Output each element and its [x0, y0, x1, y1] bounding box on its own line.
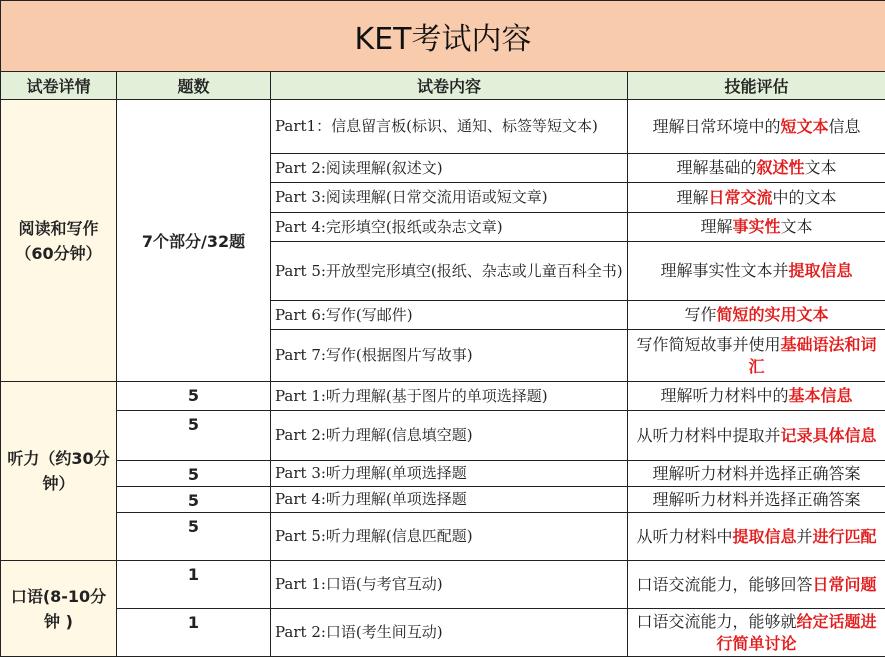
header-details: 试卷详情	[1, 72, 117, 100]
skill-text: 理解听力材料并选择正确答案	[652, 489, 861, 509]
skill-text: 理解事实性文本并	[660, 261, 789, 280]
skill-text: 理解听力材料并选择正确答案	[652, 463, 861, 483]
exam-part-content: Part 7:写作(根据图片写故事)	[271, 330, 628, 382]
skill-assessment	[628, 513, 885, 561]
exam-part-content: Part 6:写作(写邮件)	[271, 301, 628, 330]
highlighted-text: 叙述性	[756, 158, 805, 177]
skill-assessment	[628, 609, 885, 657]
question-count: 5	[117, 487, 271, 513]
skill-text: 文本	[804, 158, 837, 177]
question-count: 1	[117, 561, 271, 609]
skill-text: 信息	[828, 116, 861, 136]
skill-text: 写作	[684, 305, 717, 324]
highlighted-text: 简短的实用文本	[716, 305, 829, 324]
highlighted-text: 事实性	[732, 217, 781, 236]
highlighted-text: 短文本	[780, 116, 829, 136]
table-row	[1, 382, 885, 411]
header-content: 试卷内容	[271, 72, 628, 100]
skill-text: 中的文本	[772, 187, 837, 207]
highlighted-text: 基础语法和词汇	[748, 334, 877, 376]
exam-part-content: Part 2:口语(考生间互动)	[271, 609, 628, 657]
skill-assessment	[628, 461, 885, 487]
table-row	[1, 461, 885, 487]
highlighted-text: 提取信息	[732, 526, 797, 546]
exam-part-content: Part 2:阅读理解(叙述文)	[271, 154, 628, 183]
skill-assessment	[628, 213, 885, 242]
highlighted-text: 基本信息	[788, 386, 853, 405]
exam-part-content: Part 3:阅读理解(日常交流用语或短文章)	[271, 183, 628, 213]
question-count: 7个部分/32题	[117, 100, 271, 382]
header-skills: 技能评估	[628, 72, 885, 100]
exam-part-content: Part 1:听力理解(基于图片的单项选择题)	[271, 382, 628, 411]
table-title: KET考试内容	[1, 1, 885, 72]
exam-part-content: Part 4:完形填空(报纸或杂志文章)	[271, 213, 628, 242]
skill-text: 理解	[676, 187, 709, 207]
skill-text: 文本	[780, 217, 813, 236]
header-count: 题数	[117, 72, 271, 100]
highlighted-text: 日常问题	[812, 574, 877, 594]
question-count: 5	[117, 461, 271, 487]
highlighted-text: 进行匹配	[812, 526, 877, 546]
skill-text: 理解	[700, 217, 733, 236]
table-row	[1, 487, 885, 513]
skill-assessment	[628, 330, 885, 382]
exam-part-content: Part 1:口语(与考官互动)	[271, 561, 628, 609]
table-row	[1, 561, 885, 609]
table-row	[1, 411, 885, 461]
exam-part-content: Part 5:听力理解(信息匹配题)	[271, 513, 628, 561]
header-row	[1, 72, 885, 100]
question-count: 5	[117, 411, 271, 461]
section-name: 口语(8-10分钟 )	[1, 561, 117, 657]
exam-part-content: Part1：信息留言板(标识、通知、标签等短文本)	[271, 100, 628, 154]
skill-text: 从听力材料中	[636, 526, 733, 546]
skill-text: 口语交流能力，能够回答	[636, 574, 813, 594]
question-count: 1	[117, 609, 271, 657]
highlighted-text: 记录具体信息	[780, 425, 877, 445]
skill-assessment	[628, 301, 885, 330]
skill-text: 理解基础的	[676, 158, 757, 177]
skill-text: 理解日常环境中的	[652, 116, 781, 136]
skill-assessment	[628, 183, 885, 213]
skill-text: 并	[796, 526, 813, 546]
highlighted-text: 日常交流	[708, 187, 773, 207]
table-row	[1, 609, 885, 657]
skill-assessment	[628, 487, 885, 513]
skill-text: 口语交流能力，能够就	[636, 611, 797, 631]
exam-part-content: Part 5:开放型完形填空(报纸、杂志或儿童百科全书)	[271, 242, 628, 301]
highlighted-text: 提取信息	[788, 261, 853, 280]
table-row	[1, 513, 885, 561]
skill-text: 写作简短故事并使用	[636, 334, 781, 354]
skill-text: 理解听力材料中的	[660, 386, 789, 405]
section-name: 阅读和写作（60分钟）	[1, 100, 117, 382]
question-count: 5	[117, 382, 271, 411]
section-name: 听力（约30分钟）	[1, 382, 117, 561]
question-count: 5	[117, 513, 271, 561]
skill-assessment	[628, 411, 885, 461]
skill-assessment	[628, 154, 885, 183]
skill-text: 从听力材料中提取并	[636, 425, 781, 445]
highlighted-text: 给定话题进行简单讨论	[716, 611, 877, 653]
skill-assessment	[628, 561, 885, 609]
exam-part-content: Part 2:听力理解(信息填空题)	[271, 411, 628, 461]
exam-part-content: Part 3:听力理解(单项选择题	[271, 461, 628, 487]
skill-assessment	[628, 382, 885, 411]
table-row	[1, 100, 885, 154]
exam-part-content: Part 4:听力理解(单项选择题	[271, 487, 628, 513]
skill-assessment	[628, 100, 885, 154]
skill-assessment	[628, 242, 885, 301]
